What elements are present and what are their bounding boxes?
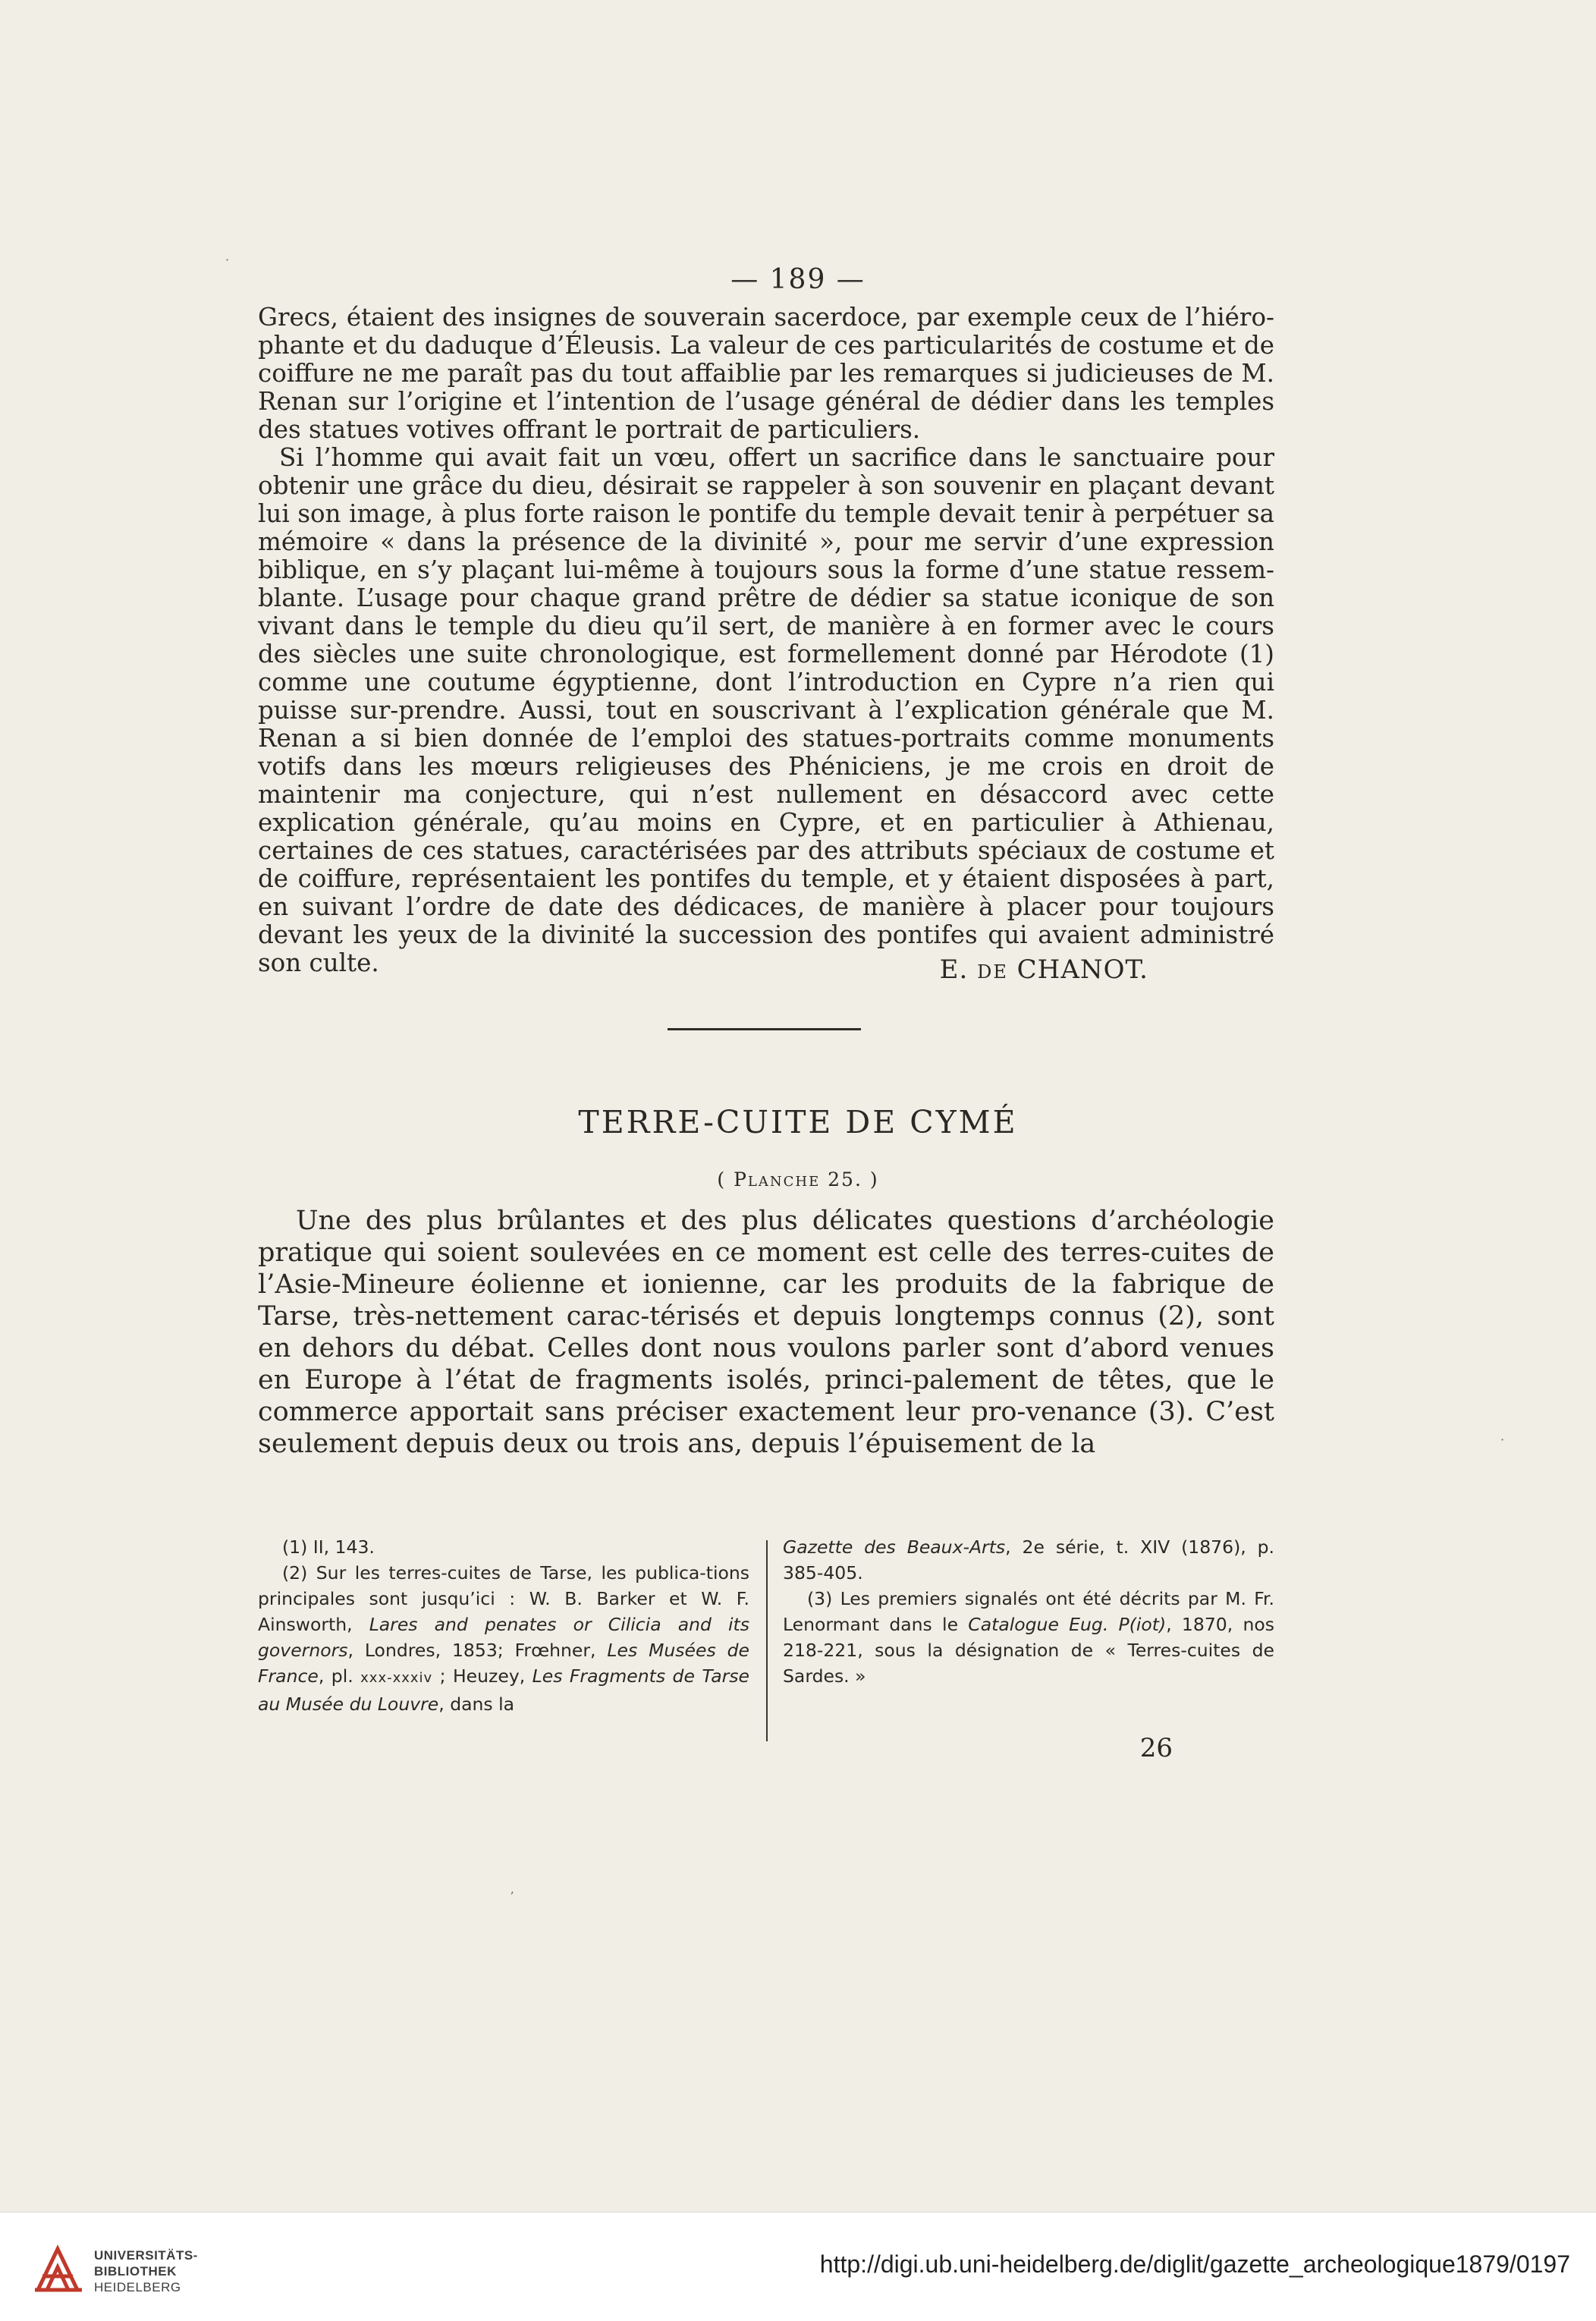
institution-name xyxy=(94,2247,198,2295)
scan-speck: · xyxy=(1500,1433,1505,1447)
signature-initial: E. xyxy=(939,955,969,985)
paragraph: Si l’homme qui avait fait un vœu, offert un sacrifice dans le sanctuaire pour obtenir une grâce du dieu, désirait se rappeler à son souvenir en plaçant devant lui son image, à plus forte raison le pontife du temple devait tenir à perpétuer sa mémoire « dans la présence de la divinité », pour me servir d’une expression biblique, en s’y plaçant lui-même à toujours sous la forme d’une statue ressem-blante. L’usage pour chaque grand prêtre de dédier sa statue iconique de son vivant dans le temple du dieu qu’il sert, de manière à en former avec le cours des siècles une suite chronologique, est formellement donné par Hérodote (1) comme une coutume égyptienne, dont l’introduction en Cypre n’a rien qui puisse sur-prendre. Aussi, tout en souscrivant à l’explication générale que M. Renan a si bien donnée de l’emploi des statues-portraits comme monuments votifs dans les mœurs religieuses des Phéniciens, je me crois en droit de maintenir ma conjecture, qui n’est nullement en désaccord avec cette explication générale, qu’au moins en Cypre, et en particulier à Athienau, certaines de ces statues, caractérisées par des attributs spéciaux de costume et de coiffure, représentaient les pontifes du temple, et y étaient disposées à part, en suivant l’ordre de date des dédicaces, de manière à placer pour toujours devant les yeux de la divinité la succession des pontifes qui avaient administré son culte. xyxy=(258,443,1274,977)
footnote-text: , Londres, 1853; Frœhner, xyxy=(347,1640,608,1661)
paragraph: Grecs, étaient des insignes de souverain sacerdoce, par exemple ceux de l’hiéro-phante et du daduque d’Éleusis. La valeur de ces particularités de costume et de coiffure ne me paraît pas du tout affaiblie par les remarques si judicieuses de M. Renan sur l’origine et l’intention de l’usage général de dédier dans les temples des statues votives offrant le portrait de particuliers. xyxy=(258,303,1274,444)
footnote-2-continued xyxy=(783,1534,1274,1586)
institution-line: HEIDELBERG xyxy=(94,2280,181,2294)
scan-speck: ʼ xyxy=(510,1889,514,1904)
section-divider xyxy=(668,1028,861,1030)
footnote-title: Les Musées de France xyxy=(258,1640,749,1687)
footnotes-left-column xyxy=(258,1534,749,1717)
footer-bar xyxy=(0,2212,1596,2321)
signature-name: CHANOT. xyxy=(1016,955,1148,985)
institution-line: UNIVERSITÄTS- xyxy=(94,2248,198,2263)
footnote-title: Les Fragments de Tarse au Musée du Louvre xyxy=(258,1665,750,1715)
author-signature xyxy=(940,955,1148,985)
library-logo-icon xyxy=(32,2243,85,2296)
footnote-title: Gazette des Beaux-Arts xyxy=(783,1536,1006,1558)
article-title: TERRE-CUITE DE CYMÉ xyxy=(578,1104,1018,1140)
footnote-3 xyxy=(783,1586,1274,1689)
footnote-2 xyxy=(258,1560,749,1717)
plate-reference: ( Planche 25. ) xyxy=(717,1168,879,1190)
footnotes-right-column xyxy=(783,1534,1274,1689)
second-article-body: Une des plus brûlantes et des plus délicates questions d’archéologie pratique qui soient soulevées en ce moment est celle des terres-cuites de l’Asie-Mineure éolienne et ionienne, car les produits de la fabrique de Tarse, très-nettement carac-térisés et depuis longtemps connus (2), sont en dehors du débat. Celles dont nous voulons parler sont d’abord venues en Europe à l’état de fragments isolés, princi-palement de têtes, que le commerce apportait sans préciser exactement leur pro-venance (3). C’est seulement depuis deux ou trois ans, depuis l’épuisement de la xyxy=(258,1206,1274,1459)
footnote-text: (3) Les premiers signalés ont été décrits par M. Fr. Lenormant dans le xyxy=(783,1588,1274,1635)
footnote-text: ; Heuzey, xyxy=(432,1665,533,1687)
footnote-plate-range: xxx-xxxiv xyxy=(360,1670,433,1686)
footnote-title: Catalogue Eug. P(iot) xyxy=(968,1614,1167,1635)
footnote-text: , 1870, nos 218-221, sous la désignation de « Terres-cuites de Sardes. » xyxy=(783,1614,1274,1687)
footnote-text: , dans la xyxy=(438,1694,515,1715)
footnote-text: (2) Sur les terres-cuites de Tarse, les publica-tions principales sont jusqu’ici : W. B. Barker et W. F. Ainsworth, xyxy=(258,1562,749,1635)
first-article-body xyxy=(258,303,1274,977)
running-head: — 189 — xyxy=(730,264,866,295)
institution-line: BIBLIOTHEK xyxy=(94,2264,177,2279)
footnote-title: Lares and penates or Cilicia and its governors xyxy=(258,1614,749,1661)
footnote-text: , 2e série, t. XIV (1876), p. 385-405. xyxy=(783,1536,1274,1584)
permalink-url[interactable]: http://digi.ub.uni-heidelberg.de/diglit/gazette_archeologique1879/0197 xyxy=(819,2250,1570,2278)
signature-particle: DE xyxy=(977,961,1008,983)
scan-speck: · xyxy=(225,253,230,267)
signature-mark: 26 xyxy=(1139,1733,1173,1763)
footnote-1: (1) II, 143. xyxy=(282,1536,375,1558)
footnote-text: , pl. xyxy=(318,1665,361,1687)
footnote-column-divider xyxy=(766,1540,768,1741)
